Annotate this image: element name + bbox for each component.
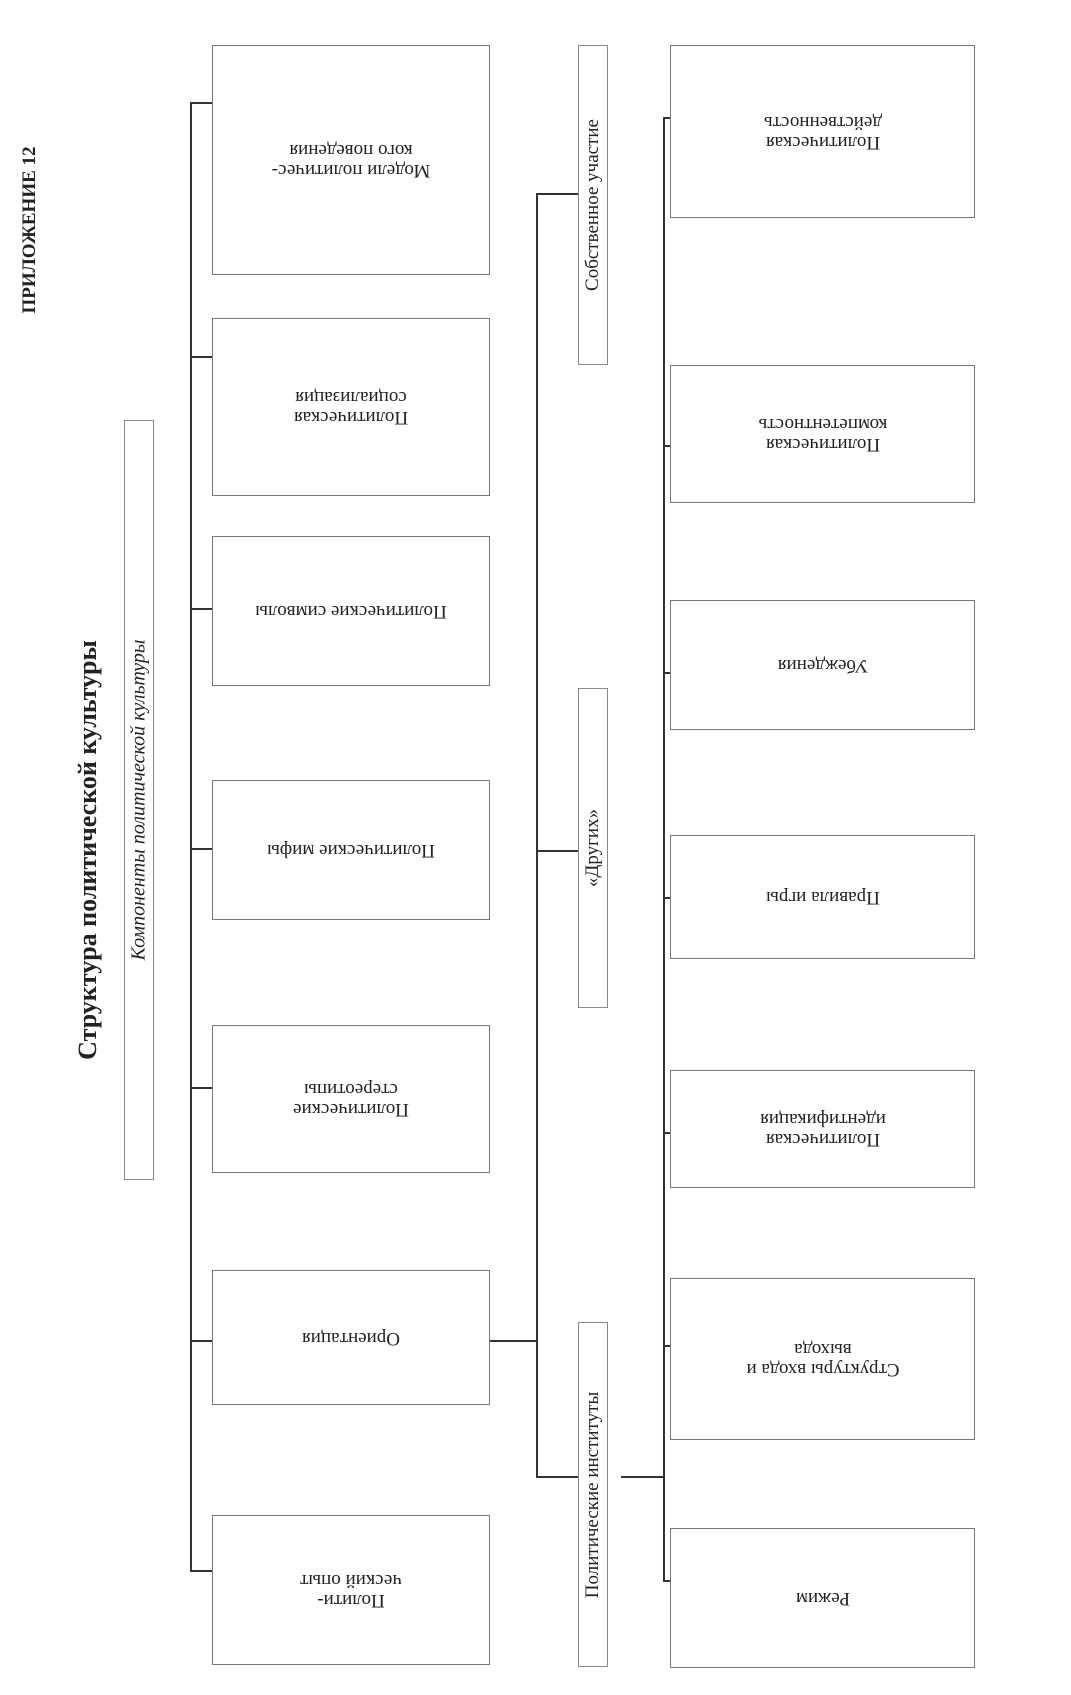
component-box xyxy=(212,1270,490,1405)
institution-box xyxy=(670,600,975,730)
component-label: Политическая социализация xyxy=(293,387,409,428)
component-label: Полити- ческий опыт xyxy=(300,1570,402,1611)
orientation-target-label: «Других» xyxy=(582,808,603,888)
institution-label: Правила игры xyxy=(765,886,880,908)
orientation-link xyxy=(490,1340,538,1342)
institutions-spine xyxy=(663,117,665,1582)
connector xyxy=(536,193,580,195)
component-label: Политические стереотипы xyxy=(293,1079,409,1120)
component-label: Ориентация xyxy=(301,1327,401,1349)
institution-box xyxy=(670,45,975,218)
component-box xyxy=(212,1515,490,1665)
orientation-target-box xyxy=(578,688,608,1008)
connector xyxy=(536,1476,580,1478)
components-header: Компоненты политической культуры xyxy=(127,639,150,961)
component-box xyxy=(212,536,490,686)
orientation-target-label: Политические институты xyxy=(582,1391,603,1598)
component-box xyxy=(212,45,490,275)
institution-box xyxy=(670,365,975,503)
component-box xyxy=(212,318,490,496)
connector xyxy=(536,850,580,852)
institution-label: Структуры входа и выхода xyxy=(746,1339,899,1380)
components-spine xyxy=(190,102,192,1572)
institution-label: Политическая действенность xyxy=(763,111,882,153)
orientation-target-box xyxy=(578,1322,608,1667)
middle-spine xyxy=(536,193,538,1478)
appendix-label: ПРИЛОЖЕНИЕ 12 xyxy=(19,146,40,314)
institution-label: Политическая компетентность xyxy=(758,414,887,455)
component-label: Модели политичес- кого поведения xyxy=(271,140,431,181)
components-header-box xyxy=(124,420,154,1180)
institution-label: Политическая идентификация xyxy=(759,1109,886,1150)
institution-box xyxy=(670,1070,975,1188)
diagram-title: Структура политической культуры xyxy=(73,640,102,1060)
institution-label: Убеждения xyxy=(777,654,868,676)
orientation-target-label: Собственное участие xyxy=(582,119,603,291)
component-label: Политические мифы xyxy=(267,839,435,861)
institution-label: Режим xyxy=(795,1587,850,1609)
component-label: Политические символы xyxy=(255,600,447,622)
component-box xyxy=(212,1025,490,1173)
orientation-target-box xyxy=(578,45,608,365)
institution-box xyxy=(670,835,975,959)
component-box xyxy=(212,780,490,920)
institutions-link xyxy=(621,1476,665,1478)
institution-box xyxy=(670,1278,975,1440)
institution-box xyxy=(670,1528,975,1668)
